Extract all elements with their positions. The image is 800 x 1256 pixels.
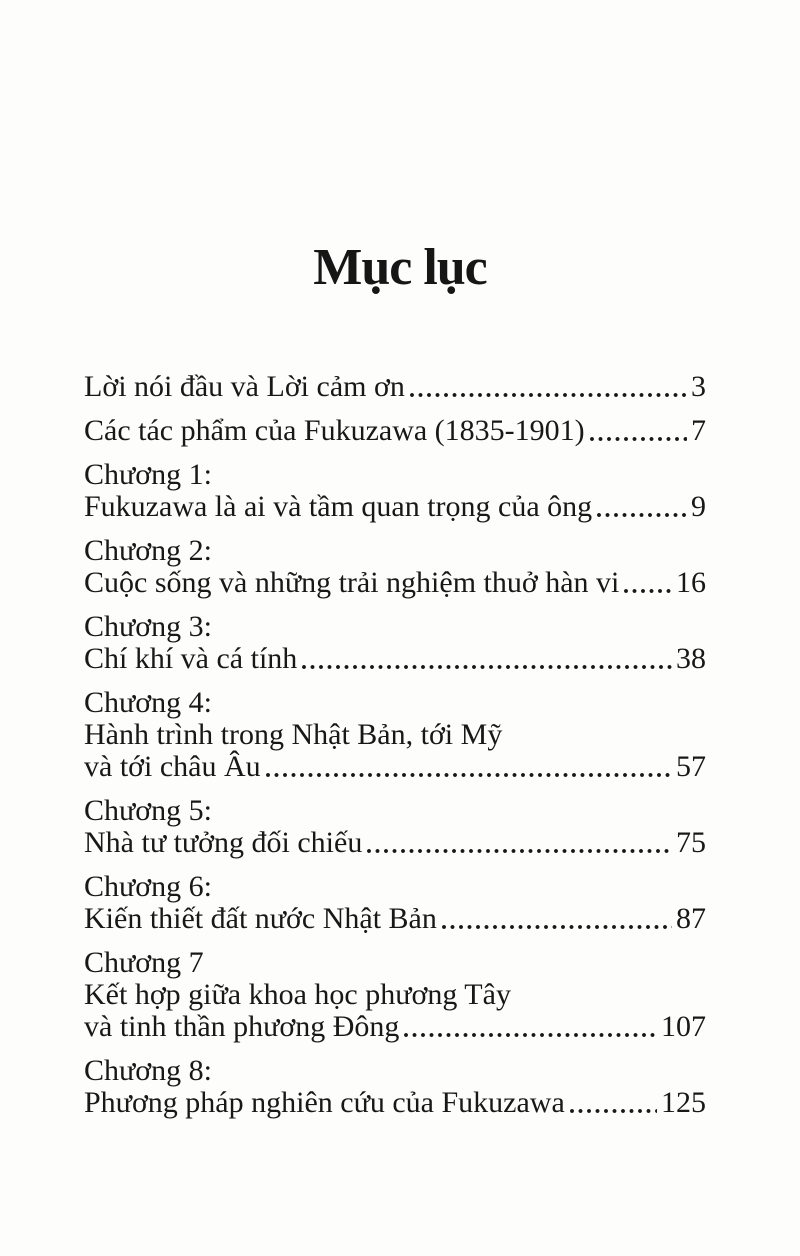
- dot-leader: [442, 925, 672, 929]
- entry-title: Chí khí và cá tính: [84, 642, 298, 675]
- toc-entry: [84, 947, 706, 1043]
- entry-title: Kiến thiết đất nước Nhật Bản: [84, 902, 437, 935]
- dot-leader: [590, 437, 687, 441]
- entry-title: và tinh thần phương Đông: [84, 1010, 400, 1043]
- entry-title: Hành trình trong Nhật Bản, tới Mỹ: [84, 718, 503, 751]
- page-title: Mục lục: [313, 239, 487, 296]
- chapter-label: Chương 5:: [84, 794, 212, 827]
- entry-title-row: [84, 751, 706, 783]
- page-number: 16: [676, 566, 706, 599]
- dot-leader: [367, 849, 672, 853]
- chapter-label: Chương 3:: [84, 610, 212, 643]
- page-number: 75: [676, 826, 706, 859]
- page-number: 107: [661, 1010, 706, 1043]
- entry-title-row: [84, 643, 706, 675]
- toc-entry: [84, 1055, 706, 1119]
- chapter-label: Chương 6:: [84, 870, 212, 903]
- page-number: 9: [691, 490, 706, 523]
- dot-leader: [404, 1033, 657, 1037]
- toc-entry: [84, 795, 706, 859]
- page-number: 3: [691, 370, 706, 403]
- entry-title-row: [84, 1011, 706, 1043]
- toc-entry: [84, 371, 706, 403]
- entry-title-row: [84, 827, 706, 859]
- toc-entry: [84, 687, 706, 783]
- chapter-label: Chương 1:: [84, 458, 212, 491]
- dot-leader: [597, 513, 687, 517]
- toc-entry: [84, 535, 706, 599]
- entry-title-row: [84, 1087, 706, 1119]
- entry-title: Các tác phẩm của Fukuzawa (1835-1901): [84, 414, 585, 447]
- chapter-label: Chương 4:: [84, 686, 212, 719]
- page-number: 57: [676, 750, 706, 783]
- chapter-label: Chương 7: [84, 946, 204, 979]
- entry-title: Phương pháp nghiên cứu của Fukuzawa: [84, 1086, 565, 1119]
- dot-leader: [266, 773, 672, 777]
- toc-entry: [84, 415, 706, 447]
- dot-leader: [570, 1109, 657, 1113]
- page-number: 38: [676, 642, 706, 675]
- entry-title-row: [84, 567, 706, 599]
- entry-title: Nhà tư tưởng đối chiếu: [84, 826, 363, 859]
- entry-title: Kết hợp giữa khoa học phương Tây: [84, 978, 511, 1011]
- entry-title: và tới châu Âu: [84, 750, 261, 783]
- toc-entry: [84, 611, 706, 675]
- toc-entry: [84, 459, 706, 523]
- entry-title: Lời nói đầu và Lời cảm ơn: [84, 370, 405, 403]
- chapter-label: Chương 8:: [84, 1054, 212, 1087]
- page-number: 7: [691, 414, 706, 447]
- dot-leader: [410, 393, 687, 397]
- dot-leader: [624, 589, 672, 593]
- entry-title: Fukuzawa là ai và tầm quan trọng của ông: [84, 490, 593, 523]
- entry-title: Cuộc sống và những trải nghiệm thuở hàn vi: [84, 566, 620, 599]
- chapter-label: Chương 2:: [84, 534, 212, 567]
- page-number: 87: [676, 902, 706, 935]
- entry-title-row: [84, 491, 706, 523]
- entry-title-row: [84, 903, 706, 935]
- toc-entry: [84, 871, 706, 935]
- dot-leader: [302, 665, 672, 669]
- page-number: 125: [661, 1086, 706, 1119]
- entry-title-row: [84, 415, 706, 447]
- table-of-contents: [84, 371, 706, 1119]
- entry-title-row: [84, 371, 706, 403]
